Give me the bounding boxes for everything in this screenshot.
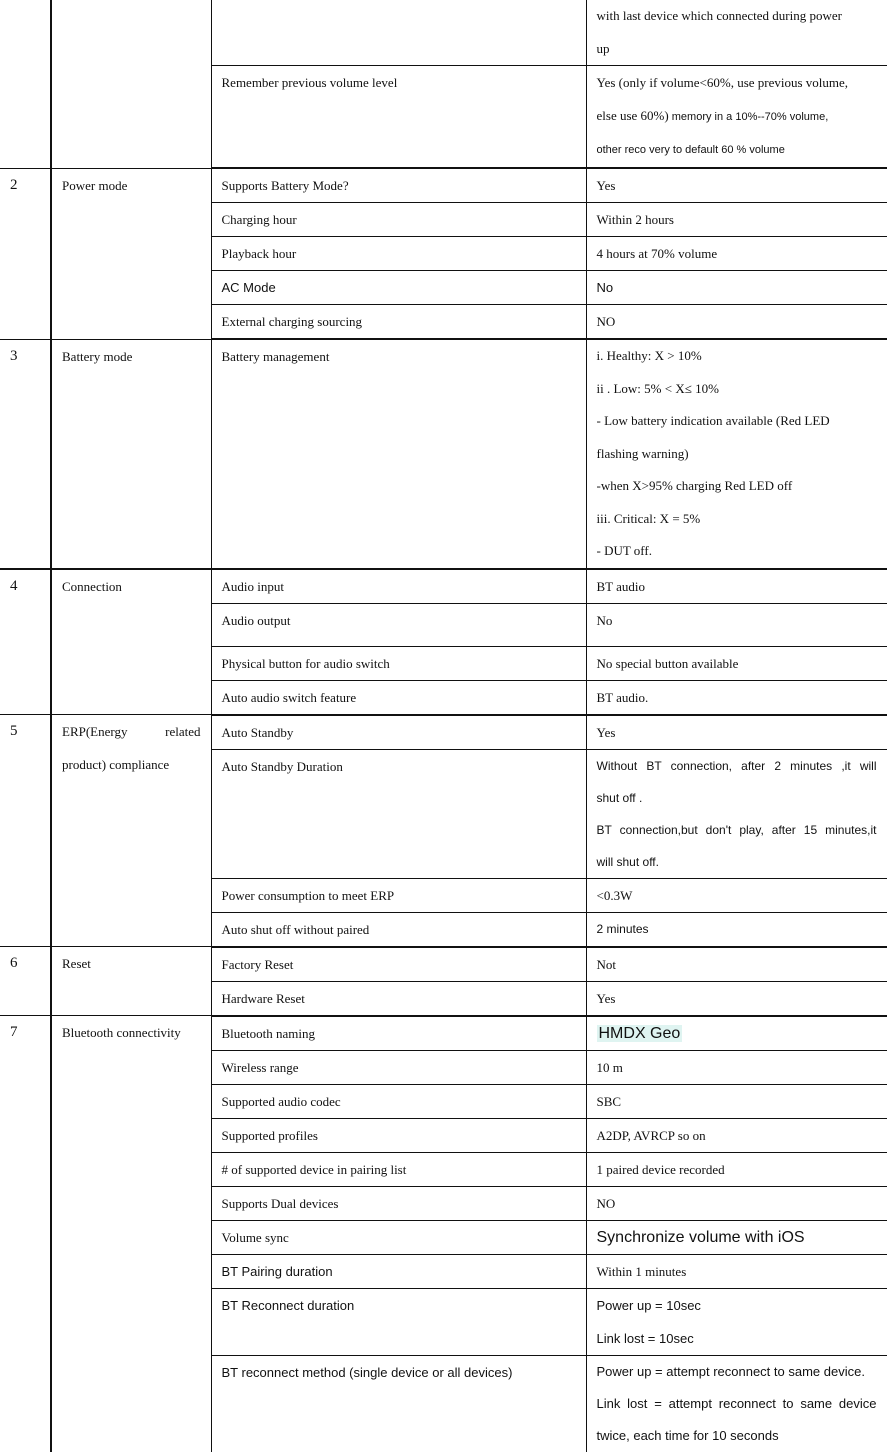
value-label: A2DP, AVRCP so on (586, 1118, 887, 1152)
table-row (0, 715, 887, 750)
value-label: 4 hours at 70% volume (586, 237, 887, 271)
feature-label: Supports Battery Mode? (211, 168, 586, 203)
feature-cell (211, 0, 586, 66)
feature-label: Audio output (211, 603, 586, 646)
value-label: Not (586, 947, 887, 982)
feature-label: Charging hour (211, 203, 586, 237)
feature-label: Hardware Reset (211, 981, 586, 1016)
feature-label: Wireless range (211, 1050, 586, 1084)
feature-label: External charging sourcing (211, 305, 586, 340)
feature-label: Physical button for audio switch (211, 646, 586, 680)
value-label: No (586, 271, 887, 305)
feature-label: Supported profiles (211, 1118, 586, 1152)
row-number: 6 (0, 947, 51, 1016)
row-number: 5 (0, 715, 51, 947)
table-row (0, 168, 887, 203)
value-label: Yes (586, 981, 887, 1016)
value-cell (586, 1016, 887, 1051)
value-cell: Power up = attempt reconnect to same device. Link lost = attempt reconnect to same device twice, each time for 10 seconds (586, 1355, 887, 1452)
feature-label: Auto Standby Duration (211, 749, 586, 878)
table-row (0, 0, 887, 66)
feature-label: Supports Dual devices (211, 1186, 586, 1220)
value-label: NO (586, 1186, 887, 1220)
feature-label: BT reconnect method (single device or all devices) (211, 1355, 586, 1452)
feature-label: Battery management (211, 339, 586, 569)
category-cell: ERP(Energy related product) compliance (51, 715, 211, 947)
category-label: Power mode (51, 168, 211, 339)
value-label: Within 2 hours (586, 203, 887, 237)
value-cell: Yes (only if volume<60%, use previous volume, else use 60%) memory in a 10%--70% volume, other reco very to default 60 % volume (586, 66, 887, 169)
value-label: 1 paired device recorded (586, 1152, 887, 1186)
row-number: 7 (0, 1016, 51, 1452)
value-cell: Power up = 10sec Link lost = 10sec (586, 1288, 887, 1355)
value-label: 10 m (586, 1050, 887, 1084)
feature-label: Playback hour (211, 237, 586, 271)
category-label: Connection (51, 569, 211, 715)
value-label: BT audio. (586, 680, 887, 715)
feature-cell: Remember previous volume level (211, 66, 586, 169)
table-row (0, 339, 887, 569)
feature-label: AC Mode (211, 271, 586, 305)
bluetooth-name-value: HMDX Geo (598, 1024, 681, 1042)
value-label: BT audio (586, 569, 887, 604)
value-label: Synchronize volume with iOS (586, 1220, 887, 1254)
value-label: No special button available (586, 646, 887, 680)
table-row (0, 1016, 887, 1051)
row-number-cell (0, 0, 51, 168)
row-number: 2 (0, 168, 51, 339)
value-label: <0.3W (586, 878, 887, 912)
feature-label: Auto Standby (211, 715, 586, 750)
value-label: No (586, 603, 887, 646)
feature-label: Supported audio codec (211, 1084, 586, 1118)
category-cell (51, 0, 211, 168)
feature-label: Auto audio switch feature (211, 680, 586, 715)
value-label: 2 minutes (586, 912, 887, 947)
value-label: SBC (586, 1084, 887, 1118)
value-cell: i. Healthy: X > 10% ii . Low: 5% < X≤ 10% - Low battery indication available (Red LED flashing warning) -when X>95% charging Red LED off iii. Critical: X = 5% - DUT off. (586, 339, 887, 569)
row-number: 3 (0, 339, 51, 569)
category-label: Bluetooth connectivity (51, 1016, 211, 1452)
category-label: Reset (51, 947, 211, 1016)
value-label: Yes (586, 715, 887, 750)
feature-label: # of supported device in pairing list (211, 1152, 586, 1186)
feature-label: Bluetooth naming (211, 1016, 586, 1051)
feature-label: Volume sync (211, 1220, 586, 1254)
row-number: 4 (0, 569, 51, 715)
value-cell: Without BT connection, after 2 minutes ,it will shut off . BT connection,but don't play, after 15 minutes,it will shut off. (586, 749, 887, 878)
value-cell: with last device which connected during power up (586, 0, 887, 66)
feature-label: Power consumption to meet ERP (211, 878, 586, 912)
value-label: Yes (586, 168, 887, 203)
feature-label: BT Pairing duration (211, 1254, 586, 1288)
category-label: Battery mode (51, 339, 211, 569)
feature-label: Auto shut off without paired (211, 912, 586, 947)
value-label: Within 1 minutes (586, 1254, 887, 1288)
table-row (0, 569, 887, 604)
feature-label: Audio input (211, 569, 586, 604)
feature-label: BT Reconnect duration (211, 1288, 586, 1355)
value-label: NO (586, 305, 887, 340)
feature-label: Factory Reset (211, 947, 586, 982)
table-row (0, 947, 887, 982)
